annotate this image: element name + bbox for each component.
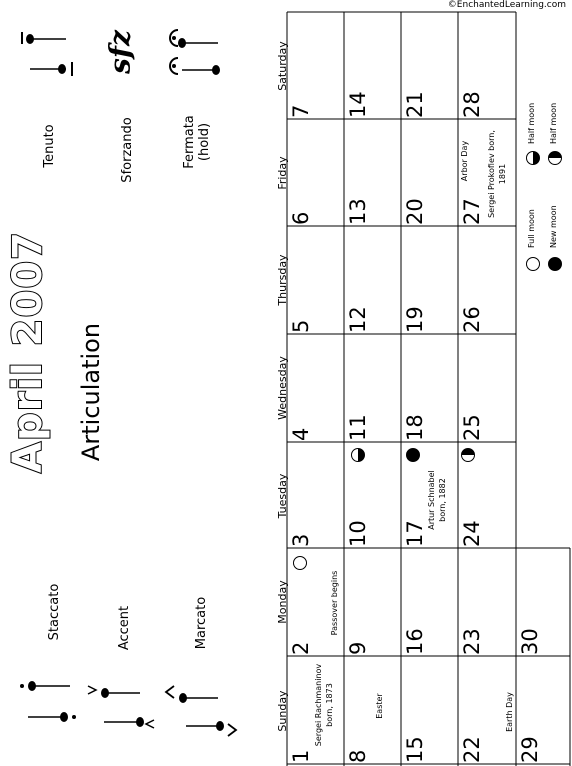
day-number: 22: [460, 736, 484, 763]
legend-full-moon-icon: [525, 256, 541, 272]
day-number: 15: [403, 736, 427, 763]
weekday-tuesday: Tuesday: [276, 473, 289, 519]
day-number: 21: [403, 91, 427, 118]
page-subtitle: Articulation: [77, 322, 105, 462]
svg-text:sfz: sfz: [103, 30, 137, 74]
day-number: 10: [346, 520, 370, 547]
new-moon-icon: [405, 447, 421, 463]
legend-half-moon-label: Half moon: [549, 102, 558, 144]
day-number: 1: [289, 749, 313, 763]
weekday-thursday: Thursday: [276, 254, 289, 306]
legend-new-moon-label: New moon: [549, 205, 558, 248]
legend-new-moon-icon: [547, 256, 563, 272]
day-number: 30: [518, 628, 542, 655]
page-title: April 2007: [5, 231, 51, 473]
legend-full-moon-label: Full moon: [527, 209, 536, 248]
day-number: 26: [460, 306, 484, 333]
day-number: 7: [289, 104, 313, 118]
legend-half-moon-icon: [525, 150, 541, 166]
staccato-label: Staccato: [47, 583, 62, 641]
day-number: 14: [346, 91, 370, 118]
accent-label: Accent: [117, 605, 132, 651]
day-number: 28: [460, 91, 484, 118]
day-number: 9: [346, 641, 370, 655]
day-number: 23: [460, 628, 484, 655]
day-number: 5: [289, 319, 313, 333]
weekday-friday: Friday: [276, 156, 289, 190]
half-moon-icon: [460, 447, 476, 463]
tenuto-label: Tenuto: [42, 124, 57, 168]
day-number: 3: [289, 533, 313, 547]
event-arbor-day: Arbor Day: [460, 140, 469, 182]
sforzando-label: Sforzando: [120, 117, 135, 183]
day-number: 11: [346, 414, 370, 441]
event-earth-day: Earth Day: [505, 692, 514, 732]
day-number: 18: [403, 414, 427, 441]
day-number: 24: [460, 520, 484, 547]
day-number: 2: [289, 641, 313, 655]
day-number: 29: [518, 736, 542, 763]
event-prokofiev: Sergei Prokofiev born, 1891: [487, 130, 507, 218]
day-number: 27: [460, 198, 484, 225]
event-rachmaninov: Sergei Rachmaninov born, 1873: [314, 663, 334, 747]
copyright-text: ©EnchantedLearning.com: [447, 0, 566, 10]
event-easter: Easter: [375, 693, 384, 719]
day-number: 25: [460, 414, 484, 441]
marcato-label: Marcato: [194, 596, 209, 650]
weekday-saturday: Saturday: [276, 41, 289, 91]
day-number: 6: [289, 211, 313, 225]
event-schnabel: Artur Schnabel born, 1882: [427, 470, 447, 530]
day-number: 17: [403, 520, 427, 547]
fermata-label-line1: Fermata: [182, 115, 197, 169]
day-number: 19: [403, 306, 427, 333]
fermata-label-line2: (hold): [197, 122, 212, 162]
day-number: 16: [403, 628, 427, 655]
legend-half-moon-label: Half moon: [527, 102, 536, 144]
event-passover: Passover begins: [330, 570, 339, 636]
weekday-sunday: Sunday: [276, 690, 289, 732]
day-number: 4: [289, 427, 313, 441]
weekday-wednesday: Wednesday: [276, 356, 289, 420]
day-number: 20: [403, 198, 427, 225]
day-number: 8: [346, 749, 370, 763]
half-moon-icon: [350, 447, 366, 463]
legend-half-moon-icon: [547, 150, 563, 166]
weekday-monday: Monday: [276, 580, 289, 624]
day-number: 12: [346, 306, 370, 333]
full-moon-icon: [292, 555, 308, 571]
day-number: 13: [346, 198, 370, 225]
